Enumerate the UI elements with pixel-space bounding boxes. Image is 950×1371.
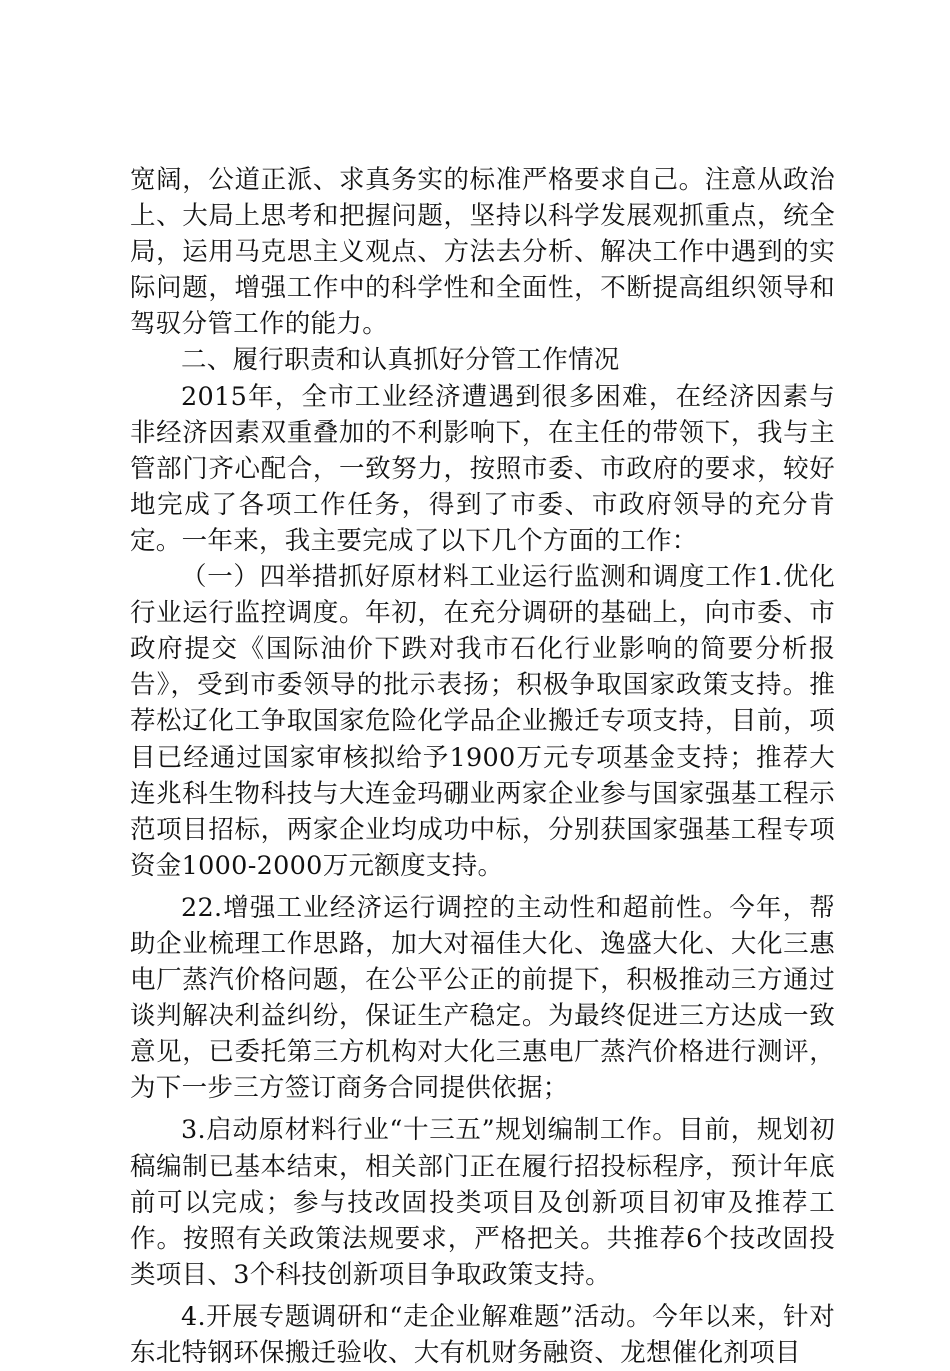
paragraph-intro-continuation: 宽阔，公道正派、求真务实的标准严格要求自己。注意从政治上、大局上思考和把握问题，坚持以科学发展观抓重点，统全局，运用马克思主义观点、方法去分析、解决工作中遇到的实际问题，增强工作中的科学性和全面性，不断提高组织领导和驾驭分管工作的能力。 bbox=[130, 165, 835, 340]
paragraph-2015-summary: 2015年，全市工业经济遭遇到很多困难，在经济因素与非经济因素双重叠加的不利影响下，在主任的带领下，我与主管部门齐心配合，一致努力，按照市委、市政府的要求，较好地完成了各项工作任务，得到了市委、市政府领导的充分肯定。一年来，我主要完成了以下几个方面的工作： bbox=[130, 381, 835, 556]
document-body bbox=[130, 162, 835, 1371]
paragraph-item-4-research: 4.开展专题调研和“走企业解难题”活动。今年以来，针对东北特钢环保搬迁验收、大有机财务融资、龙想催化剂项目 bbox=[130, 1301, 835, 1368]
paragraph-item-2-regulation: 22.增强工业经济运行调控的主动性和超前性。今年，帮助企业梳理工作思路，加大对福佳大化、逸盛大化、大化三惠电厂蒸汽价格问题，在公平公正的前提下，积极推动三方通过谈判解决利益纠纷，保证生产稳定。为最终促进三方达成一致意见，已委托第三方机构对大化三惠电厂蒸汽价格进行测评，为下一步三方签订商务合同提供依据； bbox=[130, 892, 835, 1104]
section-heading-duties: 二、履行职责和认真抓好分管工作情况 bbox=[181, 345, 620, 376]
paragraph-item-3-planning: 3.启动原材料行业“十三五”规划编制工作。目前，规划初稿编制已基本结束，相关部门正在履行招投标程序，预计年底前可以完成；参与技改固投类项目及创新项目初审及推荐工作。按照有关政策法规要求，严格把关。共推荐6个技改固投类项目、3个科技创新项目争取政策支持。 bbox=[130, 1115, 835, 1290]
paragraph-item-1-monitoring: （一）四举措抓好原材料工业运行监测和调度工作1.优化行业运行监控调度。年初，在充分调研的基础上，向市委、市政府提交《国际油价下跌对我市石化行业影响的简要分析报告》，受到市委领导的批示表扬；积极争取国家政策支持。推荐松辽化工争取国家危险化学品企业搬迁专项支持，目前，项目已经通过国家审核拟给予1900万元专项基金支持；推荐大连兆科生物科技与大连金玛硼业两家企业参与国家强基工程示范项目招标，两家企业均成功中标，分别获国家强基工程专项资金1000-2000万元额度支持。 bbox=[130, 562, 835, 881]
